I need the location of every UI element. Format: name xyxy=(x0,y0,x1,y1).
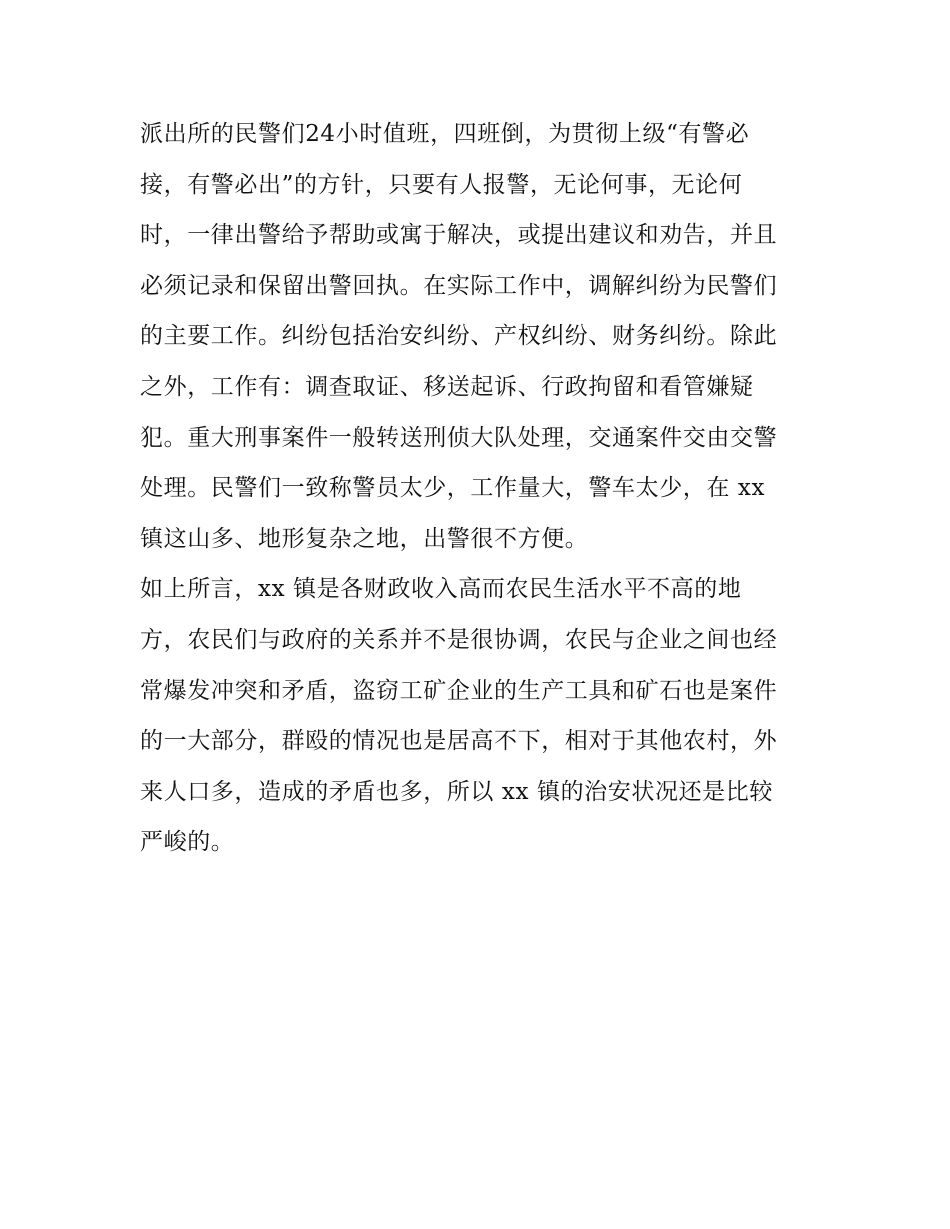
text-line: 派出所的民警们24小时值班，四班倒，为贯彻上级“有警必 xyxy=(140,121,750,147)
text-line: 必须记录和保留出警回执。在实际工作中，调解纠纷为民警们 xyxy=(140,272,778,299)
text-line: 来人口多，造成的矛盾也多，所以 xx 镇的治安状况还是比较 xyxy=(140,778,773,805)
text-line: 时，一律出警给予帮助或寓于解决，或提出建议和劝告，并且 xyxy=(140,222,778,249)
text-line: 接，有警必出”的方针，只要有人报警，无论何事，无论何 xyxy=(140,171,743,198)
text-line: 常爆发冲突和矛盾，盗窃工矿企业的生产工具和矿石也是案件 xyxy=(140,677,778,704)
text-line: 方，农民们与政府的关系并不是很协调，农民与企业之间也经 xyxy=(140,626,778,653)
document-body xyxy=(140,109,820,868)
text-line: 的一大部分，群殴的情况也是居高不下，相对于其他农村，外 xyxy=(140,728,778,755)
text-line: 之外，工作有：调查取证、移送起诉、行政拘留和看管嫌疑 xyxy=(140,373,754,400)
text-line: 的主要工作。纠纷包括治安纠纷、产权纠纷、财务纠纷。除此 xyxy=(140,323,778,350)
text-line: 镇这山多、地形复杂之地，出警很不方便。 xyxy=(140,525,589,552)
text-line: 处理。民警们一致称警员太少，工作量大，警车太少，在 xx xyxy=(140,475,766,502)
text-line: 严峻的。 xyxy=(140,829,235,856)
text-line: 如上所言，xx 镇是各财政收入高而农民生活水平不高的地 xyxy=(140,576,742,603)
text-line: 犯。重大刑事案件一般转送刑侦大队处理，交通案件交由交警 xyxy=(140,424,778,451)
